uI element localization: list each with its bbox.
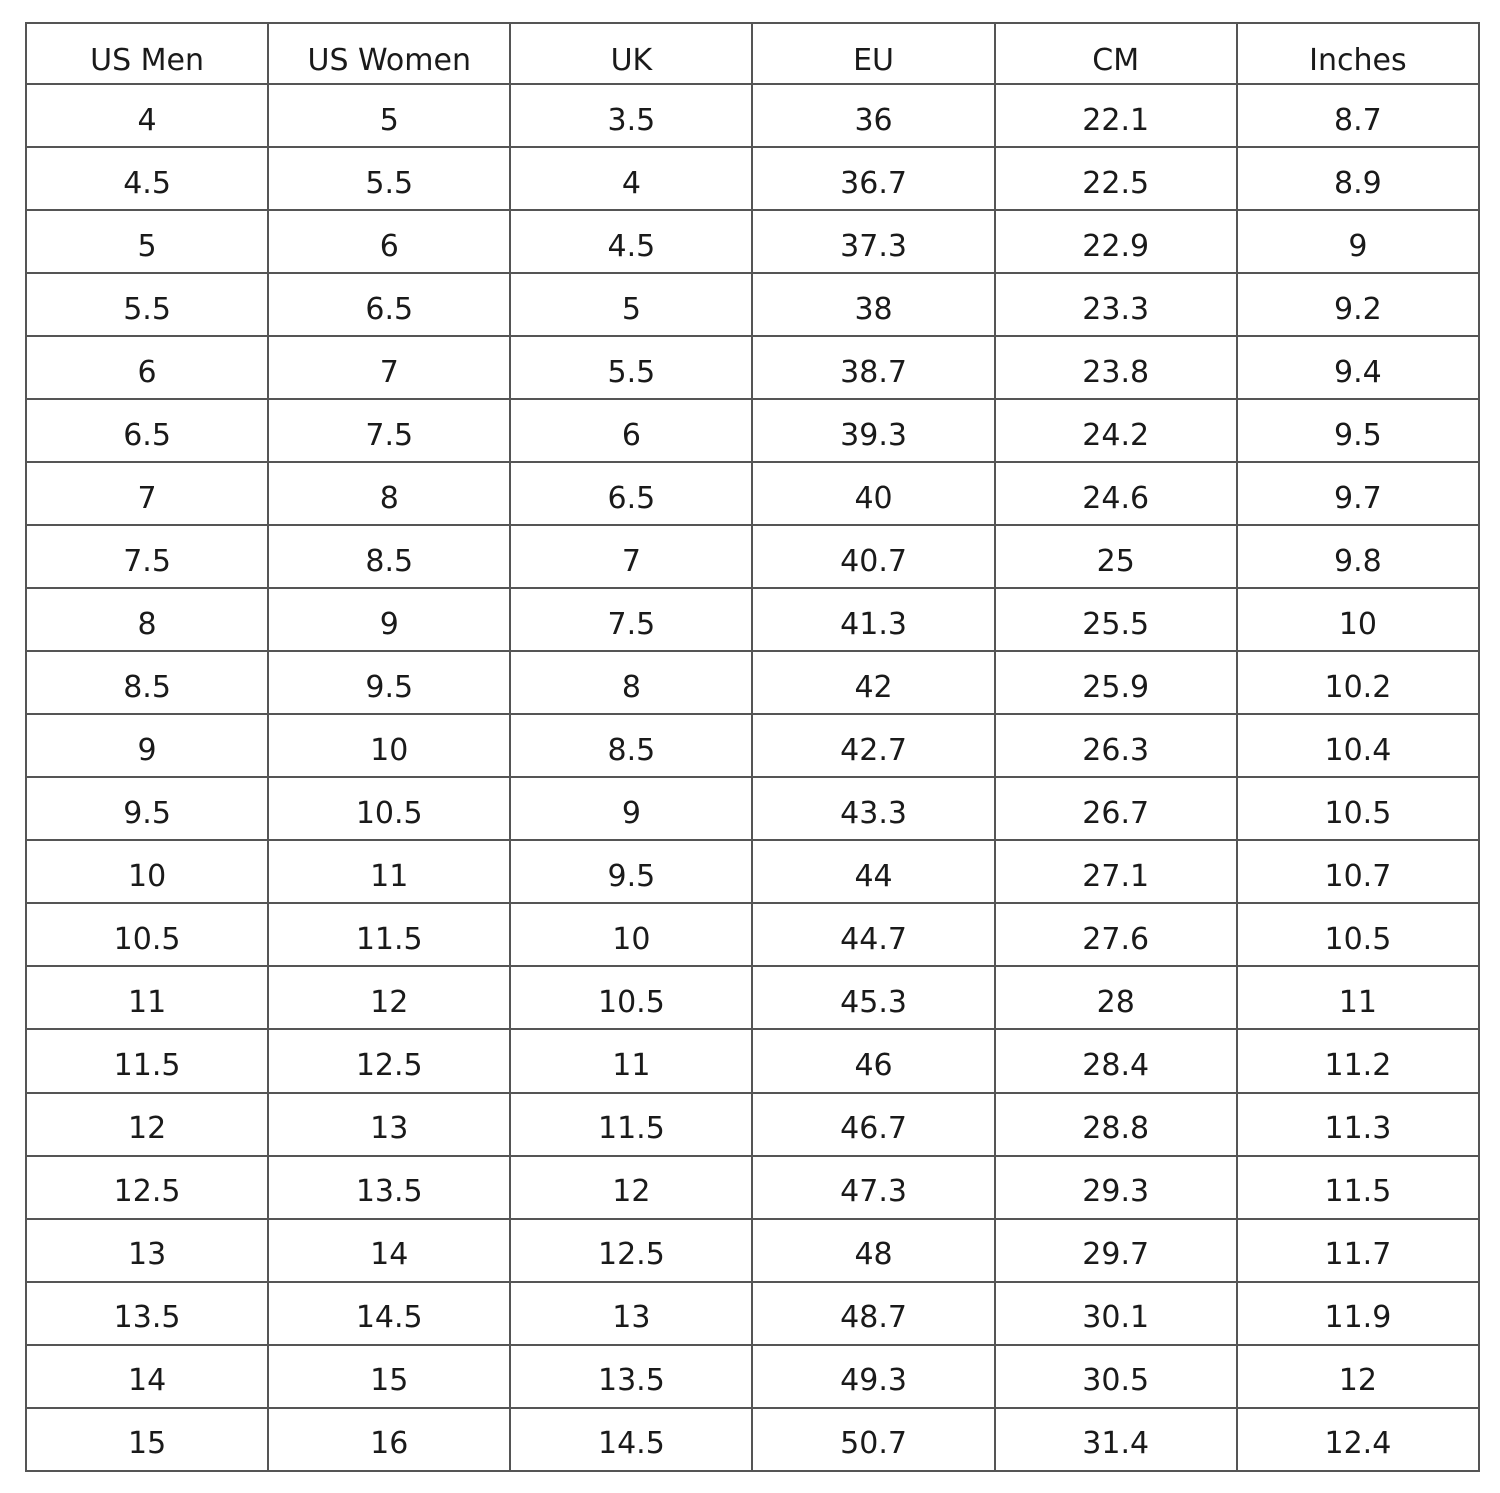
cell-us-men: 11.5 xyxy=(26,1029,268,1092)
cell-inches: 10.4 xyxy=(1237,714,1479,777)
cell-inches: 11 xyxy=(1237,966,1479,1029)
cell-eu: 44 xyxy=(752,840,994,903)
cell-us-men: 9.5 xyxy=(26,777,268,840)
cell-inches: 10.5 xyxy=(1237,903,1479,966)
table-row xyxy=(26,651,1479,714)
table-row xyxy=(26,210,1479,273)
cell-us-men: 4.5 xyxy=(26,147,268,210)
cell-eu: 46 xyxy=(752,1029,994,1092)
table-row xyxy=(26,399,1479,462)
cell-eu: 37.3 xyxy=(752,210,994,273)
header-uk: UK xyxy=(510,23,752,84)
cell-inches: 8.7 xyxy=(1237,84,1479,147)
table-row xyxy=(26,840,1479,903)
cell-us-women: 7.5 xyxy=(268,399,510,462)
cell-cm: 23.8 xyxy=(995,336,1237,399)
cell-us-men: 13.5 xyxy=(26,1282,268,1345)
table-row xyxy=(26,903,1479,966)
table-row xyxy=(26,966,1479,1029)
cell-eu: 40.7 xyxy=(752,525,994,588)
cell-us-men: 8 xyxy=(26,588,268,651)
cell-eu: 40 xyxy=(752,462,994,525)
cell-us-men: 12 xyxy=(26,1093,268,1156)
cell-us-women: 9.5 xyxy=(268,651,510,714)
cell-cm: 22.5 xyxy=(995,147,1237,210)
cell-uk: 7.5 xyxy=(510,588,752,651)
cell-cm: 24.2 xyxy=(995,399,1237,462)
cell-eu: 47.3 xyxy=(752,1156,994,1219)
cell-us-women: 13 xyxy=(268,1093,510,1156)
cell-eu: 48 xyxy=(752,1219,994,1282)
cell-us-women: 6 xyxy=(268,210,510,273)
cell-uk: 10 xyxy=(510,903,752,966)
cell-us-women: 10 xyxy=(268,714,510,777)
cell-inches: 10 xyxy=(1237,588,1479,651)
table-row xyxy=(26,1093,1479,1156)
cell-inches: 9.4 xyxy=(1237,336,1479,399)
cell-uk: 6 xyxy=(510,399,752,462)
table-header-row xyxy=(26,23,1479,84)
cell-eu: 43.3 xyxy=(752,777,994,840)
table-row xyxy=(26,84,1479,147)
cell-us-men: 12.5 xyxy=(26,1156,268,1219)
cell-eu: 44.7 xyxy=(752,903,994,966)
cell-inches: 8.9 xyxy=(1237,147,1479,210)
cell-us-men: 8.5 xyxy=(26,651,268,714)
cell-uk: 13 xyxy=(510,1282,752,1345)
cell-us-men: 7.5 xyxy=(26,525,268,588)
cell-uk: 4.5 xyxy=(510,210,752,273)
table-row xyxy=(26,1408,1479,1471)
table-body xyxy=(26,84,1479,1471)
cell-uk: 4 xyxy=(510,147,752,210)
table-row xyxy=(26,336,1479,399)
cell-us-men: 14 xyxy=(26,1345,268,1408)
cell-inches: 12 xyxy=(1237,1345,1479,1408)
cell-us-women: 11.5 xyxy=(268,903,510,966)
cell-us-men: 6.5 xyxy=(26,399,268,462)
cell-uk: 11 xyxy=(510,1029,752,1092)
cell-us-women: 7 xyxy=(268,336,510,399)
cell-eu: 50.7 xyxy=(752,1408,994,1471)
cell-us-men: 5.5 xyxy=(26,273,268,336)
table-row xyxy=(26,777,1479,840)
cell-cm: 27.1 xyxy=(995,840,1237,903)
cell-inches: 10.7 xyxy=(1237,840,1479,903)
cell-us-men: 10.5 xyxy=(26,903,268,966)
cell-uk: 5.5 xyxy=(510,336,752,399)
table-row xyxy=(26,1282,1479,1345)
cell-inches: 9 xyxy=(1237,210,1479,273)
cell-cm: 23.3 xyxy=(995,273,1237,336)
cell-us-men: 7 xyxy=(26,462,268,525)
cell-us-women: 8 xyxy=(268,462,510,525)
cell-eu: 42 xyxy=(752,651,994,714)
table-row xyxy=(26,273,1479,336)
table-row xyxy=(26,1345,1479,1408)
cell-eu: 36.7 xyxy=(752,147,994,210)
cell-us-women: 16 xyxy=(268,1408,510,1471)
cell-us-women: 12 xyxy=(268,966,510,1029)
cell-uk: 12.5 xyxy=(510,1219,752,1282)
cell-us-men: 10 xyxy=(26,840,268,903)
cell-eu: 39.3 xyxy=(752,399,994,462)
cell-inches: 9.7 xyxy=(1237,462,1479,525)
cell-cm: 26.3 xyxy=(995,714,1237,777)
shoe-size-chart-table xyxy=(25,22,1480,1472)
table-row xyxy=(26,525,1479,588)
cell-us-women: 11 xyxy=(268,840,510,903)
cell-inches: 11.2 xyxy=(1237,1029,1479,1092)
cell-cm: 25.9 xyxy=(995,651,1237,714)
cell-us-women: 5.5 xyxy=(268,147,510,210)
cell-cm: 26.7 xyxy=(995,777,1237,840)
cell-uk: 13.5 xyxy=(510,1345,752,1408)
header-eu: EU xyxy=(752,23,994,84)
table-row xyxy=(26,588,1479,651)
cell-cm: 28.8 xyxy=(995,1093,1237,1156)
cell-cm: 29.3 xyxy=(995,1156,1237,1219)
cell-eu: 41.3 xyxy=(752,588,994,651)
cell-us-men: 5 xyxy=(26,210,268,273)
cell-cm: 27.6 xyxy=(995,903,1237,966)
cell-uk: 11.5 xyxy=(510,1093,752,1156)
cell-cm: 25.5 xyxy=(995,588,1237,651)
cell-us-women: 14.5 xyxy=(268,1282,510,1345)
cell-cm: 30.1 xyxy=(995,1282,1237,1345)
cell-us-women: 6.5 xyxy=(268,273,510,336)
cell-us-women: 14 xyxy=(268,1219,510,1282)
cell-uk: 8.5 xyxy=(510,714,752,777)
cell-inches: 11.5 xyxy=(1237,1156,1479,1219)
cell-uk: 10.5 xyxy=(510,966,752,1029)
cell-eu: 49.3 xyxy=(752,1345,994,1408)
cell-cm: 31.4 xyxy=(995,1408,1237,1471)
table-row xyxy=(26,147,1479,210)
cell-us-men: 11 xyxy=(26,966,268,1029)
cell-us-men: 15 xyxy=(26,1408,268,1471)
header-us-men: US Men xyxy=(26,23,268,84)
cell-us-men: 9 xyxy=(26,714,268,777)
table-row xyxy=(26,462,1479,525)
cell-eu: 45.3 xyxy=(752,966,994,1029)
cell-inches: 11.3 xyxy=(1237,1093,1479,1156)
cell-us-men: 13 xyxy=(26,1219,268,1282)
cell-inches: 11.7 xyxy=(1237,1219,1479,1282)
cell-eu: 36 xyxy=(752,84,994,147)
cell-uk: 9.5 xyxy=(510,840,752,903)
cell-cm: 22.1 xyxy=(995,84,1237,147)
table-row xyxy=(26,1219,1479,1282)
table-row xyxy=(26,1156,1479,1219)
cell-us-women: 12.5 xyxy=(268,1029,510,1092)
cell-us-women: 13.5 xyxy=(268,1156,510,1219)
cell-eu: 42.7 xyxy=(752,714,994,777)
cell-eu: 38.7 xyxy=(752,336,994,399)
cell-cm: 29.7 xyxy=(995,1219,1237,1282)
cell-cm: 22.9 xyxy=(995,210,1237,273)
cell-uk: 5 xyxy=(510,273,752,336)
cell-us-women: 9 xyxy=(268,588,510,651)
header-us-women: US Women xyxy=(268,23,510,84)
cell-inches: 10.5 xyxy=(1237,777,1479,840)
cell-cm: 24.6 xyxy=(995,462,1237,525)
cell-uk: 6.5 xyxy=(510,462,752,525)
cell-cm: 28 xyxy=(995,966,1237,1029)
cell-inches: 10.2 xyxy=(1237,651,1479,714)
cell-uk: 14.5 xyxy=(510,1408,752,1471)
cell-cm: 28.4 xyxy=(995,1029,1237,1092)
table-row xyxy=(26,714,1479,777)
cell-us-women: 8.5 xyxy=(268,525,510,588)
cell-us-women: 15 xyxy=(268,1345,510,1408)
cell-uk: 9 xyxy=(510,777,752,840)
cell-uk: 3.5 xyxy=(510,84,752,147)
cell-eu: 48.7 xyxy=(752,1282,994,1345)
cell-us-women: 10.5 xyxy=(268,777,510,840)
cell-inches: 9.8 xyxy=(1237,525,1479,588)
cell-us-men: 4 xyxy=(26,84,268,147)
header-inches: Inches xyxy=(1237,23,1479,84)
cell-us-women: 5 xyxy=(268,84,510,147)
cell-eu: 38 xyxy=(752,273,994,336)
cell-uk: 7 xyxy=(510,525,752,588)
cell-uk: 12 xyxy=(510,1156,752,1219)
cell-inches: 11.9 xyxy=(1237,1282,1479,1345)
cell-cm: 30.5 xyxy=(995,1345,1237,1408)
cell-cm: 25 xyxy=(995,525,1237,588)
cell-inches: 12.4 xyxy=(1237,1408,1479,1471)
cell-eu: 46.7 xyxy=(752,1093,994,1156)
cell-inches: 9.5 xyxy=(1237,399,1479,462)
cell-inches: 9.2 xyxy=(1237,273,1479,336)
cell-uk: 8 xyxy=(510,651,752,714)
cell-us-men: 6 xyxy=(26,336,268,399)
header-cm: CM xyxy=(995,23,1237,84)
table-row xyxy=(26,1029,1479,1092)
